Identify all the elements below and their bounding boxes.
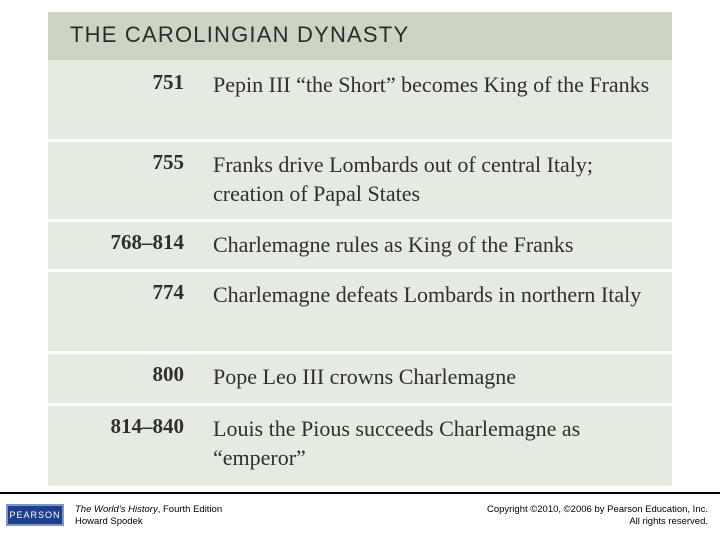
- timeline-table: [48, 62, 672, 486]
- page-title: THE CAROLINGIAN DYNASTY: [70, 22, 410, 47]
- table-row: [48, 406, 672, 486]
- table-row: [48, 272, 672, 354]
- row-year: 768–814: [110, 230, 184, 254]
- row-event: Pope Leo III crowns Charlemagne: [213, 364, 517, 389]
- row-event: Franks drive Lombards out of central Italy; creation of Papal States: [213, 152, 594, 206]
- row-year: 800: [152, 362, 184, 386]
- timeline-panel: [48, 12, 672, 486]
- book-credit: [75, 504, 222, 528]
- title-bar: [48, 12, 672, 60]
- row-event: Charlemagne defeats Lombards in northern Italy: [213, 282, 642, 307]
- table-row: [48, 142, 672, 222]
- table-row: [48, 354, 672, 406]
- row-year: 774: [152, 280, 184, 304]
- row-year: 755: [152, 150, 184, 174]
- table-row: [48, 62, 672, 142]
- row-year: 751: [152, 70, 184, 94]
- row-event: Charlemagne rules as King of the Franks: [213, 232, 574, 257]
- copyright-text: Copyright ©2010, ©2006 by Pearson Education, Inc.: [486, 504, 708, 515]
- row-year: 814–840: [110, 414, 184, 438]
- table-row: [48, 222, 672, 272]
- footer-divider: [0, 492, 720, 494]
- copyright-notice: [487, 504, 708, 528]
- book-author: Howard Spodek: [75, 516, 143, 527]
- footer: [0, 492, 720, 540]
- pearson-logo: PEARSON: [6, 504, 64, 526]
- book-title: The World’s History: [75, 504, 158, 515]
- row-event: Pepin III “the Short” becomes King of the Franks: [213, 72, 650, 97]
- rights-text: All rights reserved.: [629, 516, 708, 527]
- book-edition: , Fourth Edition: [157, 504, 223, 515]
- row-event: Louis the Pious succeeds Charlemagne as “emperor”: [213, 416, 581, 470]
